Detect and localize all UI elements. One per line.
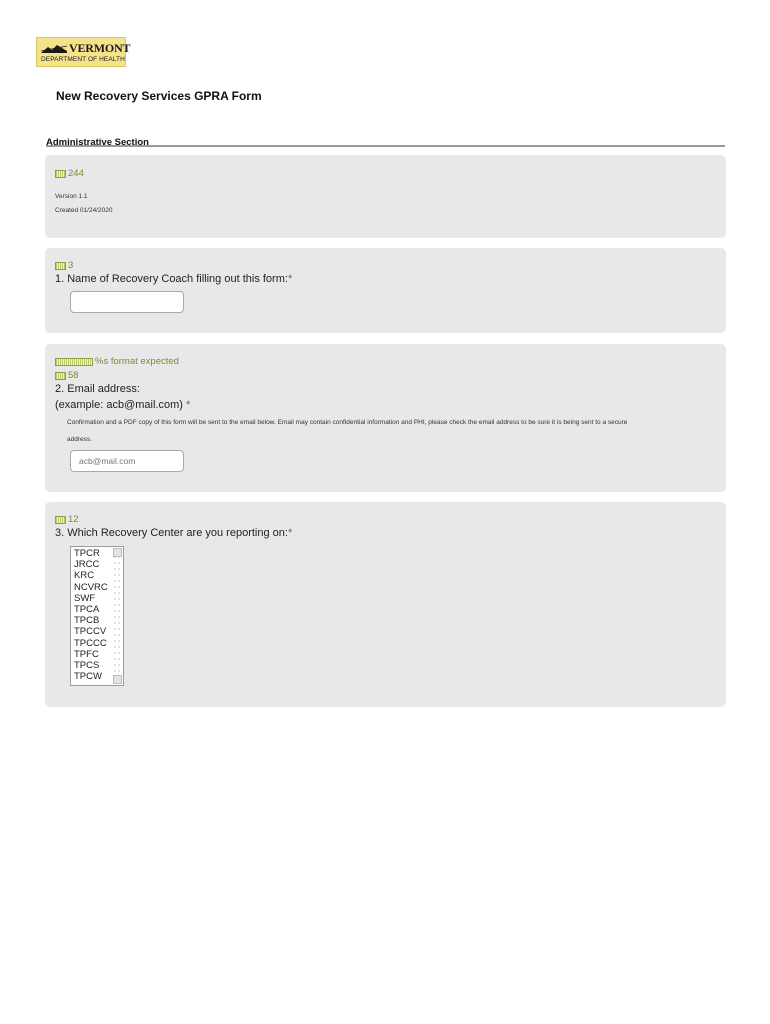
recovery-center-option[interactable]: TPCA [74, 604, 100, 616]
recovery-center-option[interactable]: TPCB [74, 615, 100, 627]
section-title: Administrative Section [46, 137, 149, 148]
logo-subtitle: DEPARTMENT OF HEALTH [41, 56, 125, 63]
form-created-date: Created 01/24/2020 [55, 207, 113, 214]
question-3-card [45, 502, 726, 707]
field-tag-number: 58 [68, 370, 79, 381]
required-marker: * [287, 527, 293, 539]
recovery-center-listbox[interactable] [70, 546, 124, 686]
field-tag [55, 260, 73, 271]
field-tag [55, 370, 79, 381]
format-note [55, 356, 179, 367]
question-label: 3. Which Recovery Center are you reporting on:* [55, 527, 293, 539]
section-header [46, 132, 725, 147]
recovery-center-option[interactable]: TPCR [74, 548, 100, 559]
recovery-center-option[interactable]: NCVRC [74, 581, 108, 593]
email-hint-line-1: Confirmation and a PDF copy of this form will be sent to the email below. Email may contain confidential information and PHI, please check the email address to be sure it is being sent to a secure [67, 419, 628, 426]
required-marker: * [287, 273, 293, 285]
recovery-center-option[interactable]: TPCW [74, 671, 102, 683]
scroll-down-icon[interactable] [113, 675, 122, 684]
format-icon [55, 358, 93, 366]
form-info-card [45, 155, 726, 238]
recovery-center-option[interactable]: SWF [74, 592, 96, 604]
recovery-center-option[interactable]: TPFC [74, 648, 99, 660]
recovery-center-option[interactable]: JRCC [74, 559, 100, 571]
field-tag [55, 514, 79, 525]
recovery-center-option[interactable]: TPCS [74, 660, 100, 672]
question-label: 1. Name of Recovery Coach filling out this form:* [55, 273, 293, 285]
listbox-scrollbar[interactable] [113, 548, 122, 684]
field-tag-number: 12 [68, 514, 79, 525]
recovery-center-option[interactable]: TPCCV [74, 626, 107, 638]
question-1-card [45, 248, 726, 333]
scroll-up-icon[interactable] [113, 548, 122, 557]
question-label: 2. Email address: [55, 383, 140, 395]
required-marker: * [186, 399, 191, 411]
field-id-icon [55, 262, 66, 270]
field-id-icon [55, 516, 66, 524]
field-id-icon [55, 170, 66, 178]
format-note-text: %s format expected [95, 356, 179, 367]
question-example: (example: acb@mail.com) * [55, 399, 191, 411]
form-version: Version 1.1 [55, 193, 88, 200]
recovery-coach-name-input[interactable] [70, 291, 184, 313]
email-input[interactable] [70, 450, 184, 472]
mountain-icon [41, 42, 67, 54]
question-2-card [45, 344, 726, 492]
field-tag [55, 168, 84, 179]
field-tag-number: 3 [68, 260, 74, 271]
field-id-icon [55, 372, 66, 380]
field-tag-number: 244 [68, 168, 84, 179]
vermont-health-logo [36, 37, 131, 67]
email-hint-line-2: address. [67, 436, 92, 443]
recovery-center-option[interactable]: KRC [74, 570, 95, 582]
page-title: New Recovery Services GPRA Form [56, 89, 262, 103]
recovery-center-option[interactable]: TPCCC [74, 637, 107, 649]
logo-name: VERMONT [69, 41, 131, 55]
